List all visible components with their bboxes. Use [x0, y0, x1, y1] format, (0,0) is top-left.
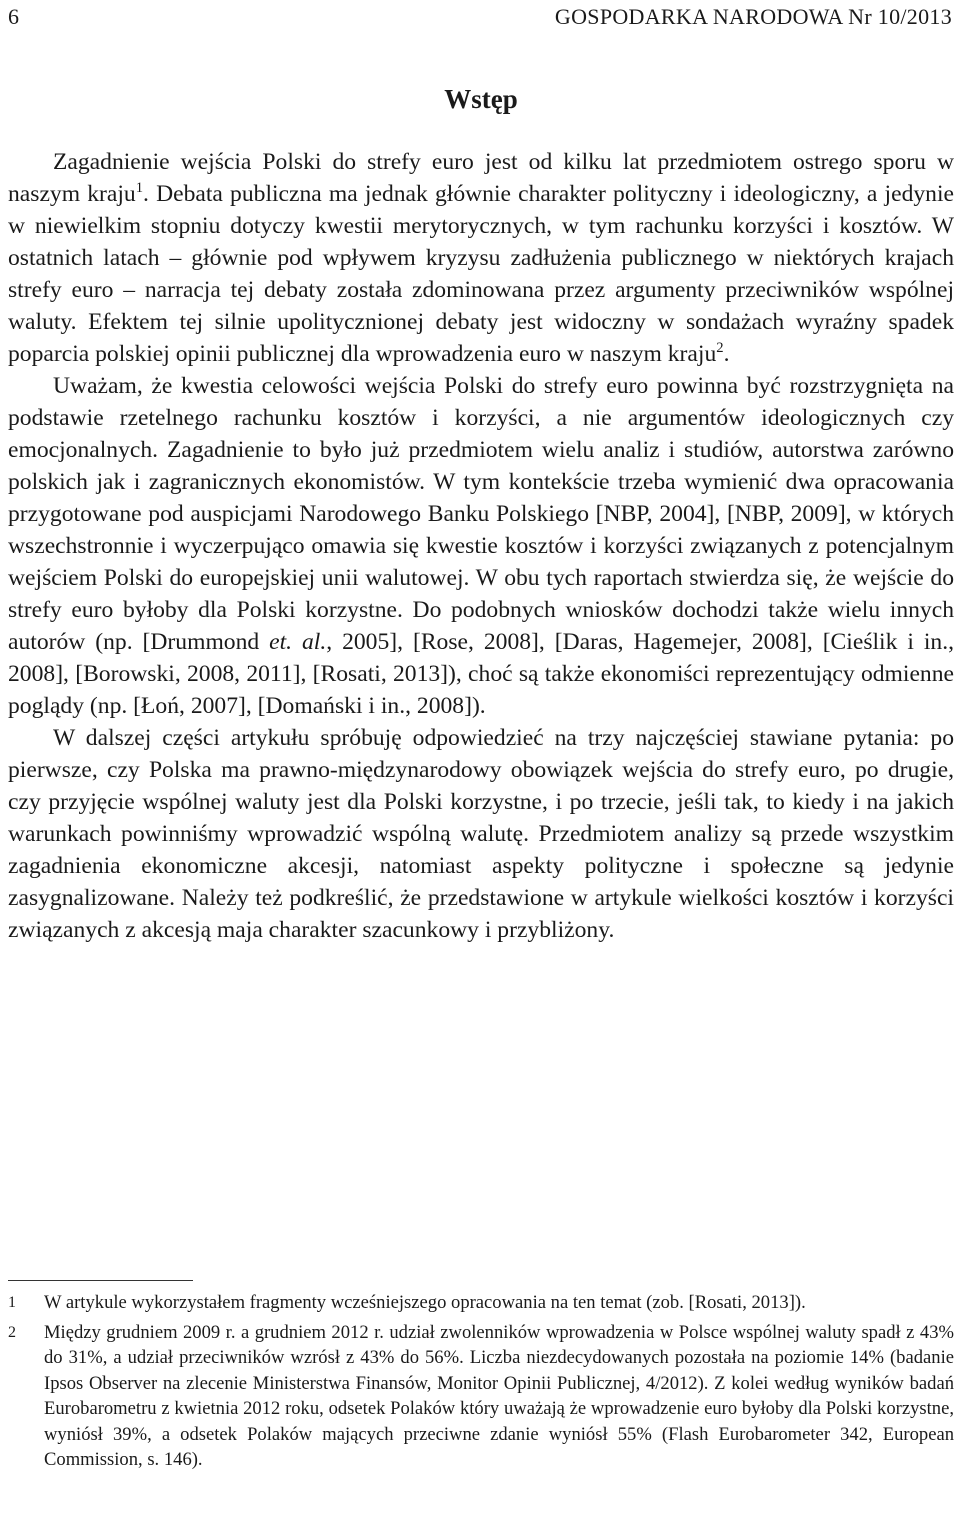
paragraph-2	[8, 370, 954, 722]
footnote-2	[8, 1320, 954, 1473]
footnote-separator	[8, 1280, 193, 1281]
running-header	[8, 4, 954, 38]
footnote-1-mark: 1	[8, 1294, 16, 1311]
paragraph-1	[8, 146, 954, 370]
paragraph-1-text-a: Zagadnienie wejścia Polski do strefy euro jest od kilku lat przedmiotem ostrego sporu w naszym kraju	[8, 149, 954, 207]
journal-title: GOSPODARKA NARODOWA Nr 10/2013	[554, 4, 952, 29]
page-number: 6	[8, 4, 19, 29]
body-text	[8, 146, 954, 946]
paragraph-1-text-b: . Debata publiczna ma jednak głównie charakter polityczny i ideologiczny, a jedynie w niewielkim stopniu dotyczy kwestii merytorycznych, w tym rachunku korzyści i kosztów. W ostatnich latach – głównie pod wpływem kryzysu zadłużenia publicznego w niektórych krajach strefy euro – narracja tej debaty została zdominowana przez argumenty przeciwników wspólnej waluty. Efektem tej silnie upolitycznionej debaty jest widoczny w sondażach wyraźny spadek poparcia polskiej opinii publicznej dla wprowadzenia euro w naszym kraju	[8, 181, 954, 367]
footnote-ref-1: 1	[135, 180, 144, 197]
paragraph-2-italic: et. al.	[269, 629, 327, 655]
paragraph-2-text-a: Uważam, że kwestia celowości wejścia Polski do strefy euro powinna być rozstrzygnięta na podstawie rzetelnego rachunku kosztów i korzyści, a nie argumentów ideologicznych czy emocjonalnych. Zagadnienie to było już przedmiotem wielu analiz i studiów, autorstwa zarówno polskich jak i zagranicznych ekonomistów. W tym kontekście trzeba wymienić dwa opracowania przygotowane pod auspicjami Narodowego Banku Polskiego [NBP, 2004], [NBP, 2009], w których wszechstronnie i wyczerpująco omawia się kwestie kosztów i korzyści związanych z potencjalnym wejściem Polski do europejskiej unii walutowej. W obu tych raportach stwierdza się, że wejście do strefy euro byłoby dla Polski korzystne. Do podobnych wniosków dochodzi także wielu innych autorów (np. [Drummond	[8, 373, 954, 655]
footnote-1	[8, 1290, 954, 1316]
footnote-ref-2: 2	[716, 340, 724, 357]
footnote-2-text: Między grudniem 2009 r. a grudniem 2012 r. udział zwolenników wprowadzenia w Polsce wspólnej waluty spadł z 43% do 31%, a udział przeciwników wzrósł z 43% do 56%. Liczba niezdecydowanych pozostała na poziomie 14% (badanie Ipsos Observer na zlecenie Ministerstwa Finansów, Monitor Opinii Publicznej, 4/2012). Z kolei według wyników badań Eurobarometru z kwietnia 2012 roku, odsetek Polaków który uważają że wprowadzenie euro byłoby dla Polski korzystne, wyniósł 39%, a odsetek Polaków mających przeciwne zdanie wyniósł 55% (Flash Eurobarometer 342, European Commission, s. 146).	[44, 1321, 954, 1470]
footnote-2-mark: 2	[8, 1323, 16, 1341]
footnote-1-text: W artykule wykorzystałem fragmenty wcześniejszego opracowania na ten temat (zob. [Rosati, 2013]).	[44, 1292, 806, 1313]
paragraph-1-text-c: .	[723, 341, 730, 367]
paragraph-2-text-b: , 2005], [Rose, 2008], [Daras, Hagemejer, 2008], [Cieślik i in., 2008], [Borowski, 2008, 2011], [Rosati, 2013]), choć są także ekonomiści reprezentujący odmienne poglądy (np. [Łoń, 2007], [Domański i in., 2008]).	[8, 629, 954, 719]
footnotes	[8, 1290, 954, 1477]
section-title: Wstęp	[444, 84, 518, 114]
paragraph-3: W dalszej części artykułu spróbuję odpowiedzieć na trzy najczęściej stawiane pytania: po pierwsze, czy Polska ma prawno-międzynarodowy obowiązek wejścia do strefy euro, po drugie, czy przyjęcie wspólnej waluty jest dla Polski korzystne, i po trzecie, jeśli tak, to kiedy i na jakich warunkach powinniśmy wprowadzić wspólną walutę. Przedmiotem analizy są przede wszystkim zagadnienia ekonomiczne akcesji, natomiast aspekty polityczne i społeczne są jedynie zasygnalizowane. Należy też podkreślić, że przedstawione w artykule wielkości kosztów i korzyści związanych z akcesją maja charakter szacunkowy i przybliżony.	[8, 725, 954, 943]
journal-page	[8, 0, 954, 1534]
